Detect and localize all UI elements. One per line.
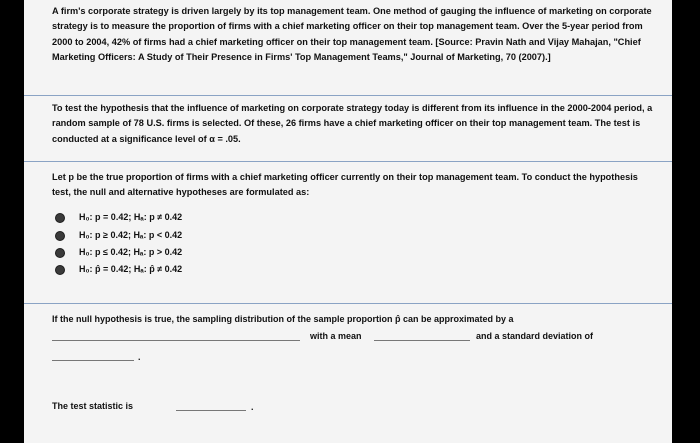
- option-label: H₀: p ≤ 0.42; Hₐ: p > 0.42: [79, 247, 183, 258]
- option-label: H₀: p = 0.42; Hₐ: p ≠ 0.42: [79, 212, 183, 223]
- divider: [24, 161, 672, 162]
- intro-paragraph: A firm's corporate strategy is driven largely by its top management team. One method of gauging the influence of marketing on corporate strategy is to measure the proportion of firms with a chief marketing officer on their top management team. Over the 5-year period from 2000 to 2004, 42% of firms had a chief marketing officer on their top management team. [Source: Pravin Nath and Vijay Mahajan, "Chief Marketing Officers: A Study of Their Presence in Firms' Top Management Teams," Journal of Marketing, 70 (2007).]: [52, 6, 652, 62]
- sd-answer-blank[interactable]: [52, 360, 134, 361]
- sentence-period: .: [138, 352, 141, 362]
- radio-button[interactable]: [55, 265, 65, 275]
- sentence-period: .: [251, 402, 254, 412]
- distribution-answer-blank[interactable]: [52, 340, 300, 341]
- option-label: H₀: p̂ = 0.42; Hₐ: p̂ ≠ 0.42: [79, 264, 183, 275]
- hypothesis-option-1[interactable]: [55, 210, 182, 226]
- option-label: H₀: p ≥ 0.42; Hₐ: p < 0.42: [79, 230, 183, 241]
- radio-button[interactable]: [55, 248, 65, 258]
- test-statistic-answer-blank[interactable]: [176, 410, 246, 411]
- hypotheses-prompt: Let p be the true proportion of firms with a chief marketing officer currently on their top management team. To conduct the hypothesis test, the null and alternative hypotheses are formulated as:: [52, 172, 638, 198]
- hypothesis-option-4[interactable]: [55, 262, 182, 278]
- sampling-distribution-text: If the null hypothesis is true, the sampling distribution of the sample proportion p̂ can be approximated by a: [52, 314, 514, 324]
- question-panel: [24, 0, 672, 443]
- hypothesis-option-2[interactable]: [55, 228, 182, 244]
- hypothesis-option-3[interactable]: [55, 245, 182, 261]
- with-mean-text: with a mean: [310, 331, 362, 341]
- test-statistic-label: The test statistic is: [52, 401, 134, 411]
- test-setup-paragraph: To test the hypothesis that the influence of marketing on corporate strategy today is different from its influence in the 2000-2004 period, a random sample of 78 U.S. firms is selected. Of these, 26 firms have a chief marketing officer on their top management team. The test is conducted at a significance level of α = .05.: [52, 103, 653, 144]
- radio-button[interactable]: [55, 231, 65, 241]
- divider: [24, 303, 672, 304]
- radio-button[interactable]: [55, 213, 65, 223]
- mean-answer-blank[interactable]: [374, 340, 470, 341]
- divider: [24, 95, 672, 96]
- standard-deviation-text: and a standard deviation of: [476, 331, 594, 341]
